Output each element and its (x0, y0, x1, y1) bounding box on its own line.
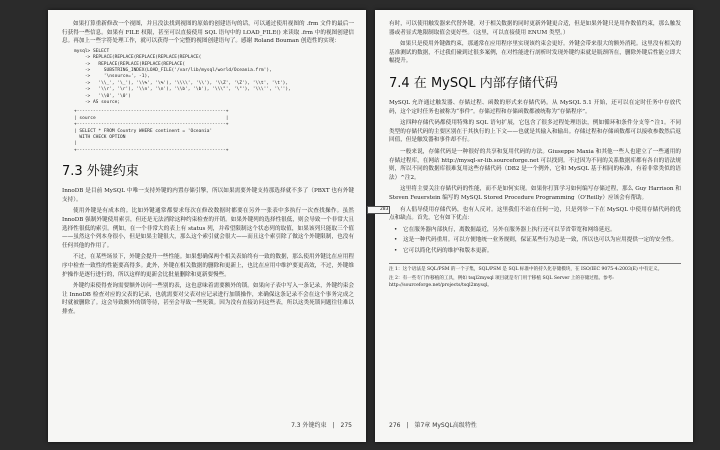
bullet-list (389, 226, 681, 256)
left-page (48, 10, 366, 442)
paragraph: 外键约束使得查询需要额外访问一些别的表，这也意味着需要额外的锁。如果向子表中写入一条记录，外键约束会让 InnoDB 检查对应的父表的记录，也就需要对父表对应记录进行加锁操作，来确保这条记录不会在这个事务完成之时就被删除了。这会导致额外的锁等待，甚至会导致一些死锁。因为没有直接访问这些表，所以这类死锁问题往往难以排查。 (62, 283, 354, 315)
footer-chapter-title: 第7章 MySQL高级特性 (414, 422, 477, 429)
footnote: 注 2：有一些专门作移植的工具，例如 tsql2mysql 项目就是专门用于移植 SQL Server 上的存储过程。参考: http://sourceforge.net/projects/tsql2mysql。 (389, 276, 614, 288)
code-output: +-------------------------------------------------------+ | source | +-------------------------------------------------------+ | SELECT * FROM Country WHERE continent = 'Oceania' WITH CHECK OPTION | +-------------------------------------------------------+ (74, 109, 229, 153)
page-number: 275 (340, 422, 352, 429)
margin-page-marker: 283 (367, 206, 390, 214)
paragraph: 不过，在某些场景下，外键会提升一些性能。如果想确保两个相关表始终有一致的数据，那么使用外键比在应用程序中检查一致性的性能要高得多。此外，外键在相关数据的删除和更新上，也比在应用中维护要更高效，不过，外键维护操作是逐行进行的，所以这样的更新会比批量删除和更新要慢些。 (62, 254, 354, 278)
list-item: • 它在服务器内部执行，离数据最近，另外在服务器上执行还可以节省带宽和网络延迟。 (403, 226, 681, 235)
paragraph-text: 有人倡导使用存储代码，也有人反对。这里我们不站在任何一边，只是列举一下在 MySQL 中使用存储代码的优点和缺点。首先，它有如下优点： (389, 206, 681, 222)
right-page-body (380, 20, 681, 291)
code-block: mysql> SELECT -> REPLACE(REPLACE(REPLACE(REPLACE(REPLACE( -> REPLACE(REPLACE(REPLACE(REPLACE( -> SUBSTRING_INDEX(LOAD_FILE('/var/lib/mysql/world/Oceania.frm'), -> '\nsource=', -1), -> '\\_', '\_'), '\\%', '\%'), '\\\\', '\\'), '\\Z', '\Z'), '\\t', '\t'), -> '\\r', '\r'), '\\n', '\n'), '\\b', '\b'), '\\\"', '\"'), '\\\'', '\''), -> '\\0', '\0') -> AS source; (74, 48, 291, 106)
paragraph (380, 206, 681, 223)
paragraph: InnoDB 是目前 MySQL 中唯一支持外键的内置存储引擎，所以如果需要外键支持那选择就不多了（PBXT 也有外键支持）。 (62, 188, 354, 203)
paragraph: 使用外键是有成本的。比如外键通常都要求每次在修改数据时都要在另外一张表中多执行一次查找操作。虽然 InnoDB 强制外键使用索引，但还是无法消除这种约束检查的开销。如果外键列的选择性很低，则会导致一个非常大且选择性很低的索引。例如，在一个非常大的表上有 status 列，并希望限制这个状态列的取值，如果该列只能取三个值——虽然这个列本身很小，但是如果主键很大，那么这个索引就会很大——而且这个索引除了做这个外键限制，也没有任何其他的作用了。 (62, 208, 354, 249)
right-page (375, 10, 693, 442)
paragraph: 这里将主要关注存储代码的性能，而不是如何实现。如果你打算学习如何编写存储过程，那么 Guy Harrison 和 Steven Feuerstein 编写的 MySQL Stored Procedure Programming（O'Reilly）应该会有帮助。 (389, 186, 681, 201)
paragraph: 如果只是使用外键做约束，那通常在应用程序里实现该约束会更好。外键会带来很大的额外消耗。这里没有相关的基准测试的数据，不过我们碰到过很多案例，在对性能进行剖析时发现外键约束就是瓶颈所在，删除外键后性能立即大幅提升。 (389, 41, 681, 65)
footer-section-title: 7.3 外键约束 (291, 422, 327, 429)
paragraph: 如果打算重新修改一个视图，并且没法找到视图的原始的创建语句的话，可以通过使用视图的 .frm 文件的最后一行获得一些信息。如果有 FILE 权限，甚至可以直接使用 SQL 语句中的 LOAD_FILE() 来读取 .frm 中的视图创建信息。再加上一些字符处理工作，就可以获得一个完整的视图创建语句了。感谢 Roland Bouman 创造性的实现： (62, 21, 354, 45)
section-heading: 7.3 外键约束 (62, 164, 139, 180)
paragraph: 这四种存储代码都使用特殊的 SQL 语句扩展，它包含了很多过程处理语法，例如循环和条件分支等^注1。不同类型的存储代码的主要区别在于其执行的上下文——也就是其输入和输出。存储过程和存储函数都可以接收参数然后返回值，但是触发器和事件却不行。 (389, 120, 681, 144)
paragraph: 一般来说，存储代码是一种很好的共享和复用代码的方法。Giuseppe Maxia 和其他一些人也建立了一些通用的存储过程库，在网站 http://mysql-sr-lib.sourceforge.net 可以找到。不过因为不同的关系数据库都有各自的语法规则，所以不同的数据库很难复用这些存储代码（DB2 是一个例外，它和 MySQL 基于相同的标准，有着非常类似的语法）^注2。 (389, 148, 681, 181)
footer-separator: | (332, 422, 335, 429)
footnotes (389, 263, 681, 289)
page-number: 276 (389, 422, 401, 429)
page-footer (389, 422, 477, 430)
footer-separator: | (406, 422, 409, 429)
left-page-body (62, 20, 354, 320)
paragraph: 有时，可以使用触发器来代替外键。对于相关数据的同时更新外键更合适，但是如果外键只是用作数值约束，那么触发器或者显式地限制取值会更好些。（这里，可以直接使用 ENUM 类型。） (389, 21, 681, 36)
list-item: • 它可以简化代码的维护和版本更新。 (403, 247, 681, 256)
paragraph: MySQL 允许通过触发器、存储过程、函数的形式来存储代码。从 MySQL 5.1 开始，还可以在定时任务中存放代码，这个定时任务也被称为“事件”。存储过程和存储函数都被统称为“存储程序”。 (389, 99, 681, 115)
page-footer (291, 422, 352, 430)
footnote: 注 1：这个语法是 SQL/PSM 的一个子集，SQL/PSM 是 SQL 标准中的持久化存储模块，在 ISO/IEC 9075-4:2003(E) 中有定义。 (389, 267, 663, 273)
list-item: • 这是一种代码重用。可以方便地统一业务规则，保证某些行为总是一致，所以也可以为应用提供一定的安全性。 (403, 236, 681, 245)
section-heading: 7.4 在 MySQL 内部存储代码 (389, 75, 558, 91)
